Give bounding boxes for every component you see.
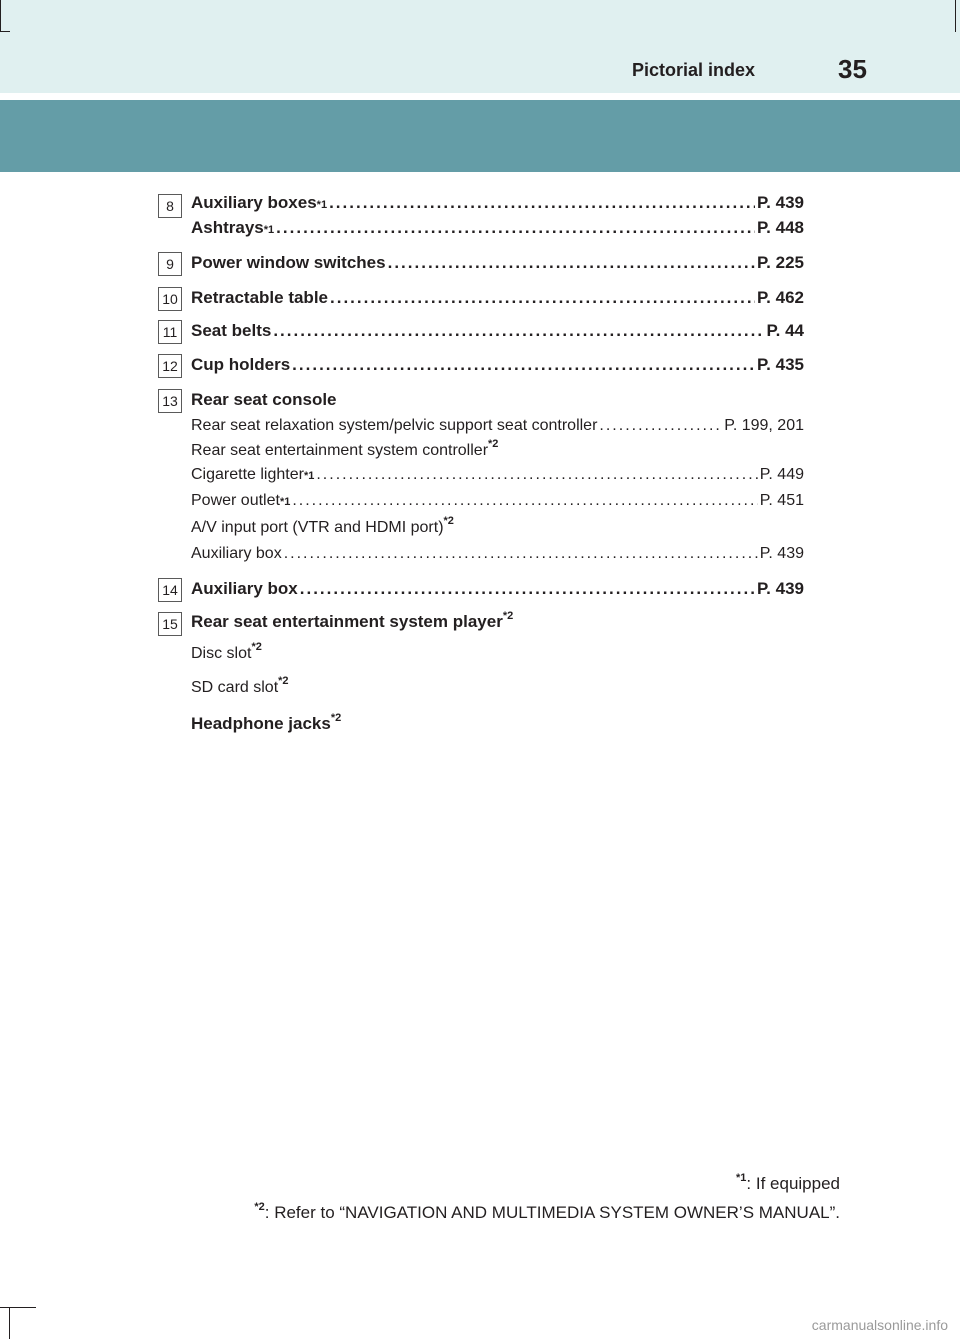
footnote [736, 1174, 840, 1194]
page-reference-link[interactable]: P. 448 [757, 218, 804, 237]
leader-dots [599, 417, 722, 435]
index-subentry [191, 515, 454, 537]
item-number-badge: 11 [158, 320, 182, 344]
index-subentry [191, 714, 341, 734]
index-subentry [191, 675, 289, 697]
entry-label: Seat belts [191, 321, 272, 340]
leader-dots [292, 355, 755, 375]
leader-dots [330, 288, 755, 308]
index-subentry [191, 417, 804, 435]
page-reference-link[interactable]: P. 449 [759, 466, 804, 483]
leader-dots [329, 193, 755, 213]
entry-label: Retractable table [191, 288, 328, 307]
footnote-marker: *2 [488, 438, 499, 450]
index-subentry [191, 438, 499, 460]
index-entry [191, 253, 804, 273]
item-number-badge: 9 [158, 252, 182, 276]
item-number-badge: 13 [158, 389, 182, 413]
header-band [0, 0, 960, 93]
leader-dots [292, 492, 757, 510]
footnote-text: : Refer to “NAVIGATION AND MULTIMEDIA SYSTEM OWNER’S MANUAL”. [264, 1203, 840, 1222]
footnote [254, 1203, 840, 1223]
footnote-marker: *2 [251, 641, 262, 653]
footnote-text: : If equipped [746, 1174, 840, 1193]
page-number: 35 [838, 54, 867, 84]
entry-heading [191, 612, 513, 632]
leader-dots [388, 253, 755, 273]
watermark: carmanualsonline.info [811, 1317, 948, 1333]
entry-label: Cup holders [191, 355, 291, 374]
entry-label: Auxiliary box [191, 579, 298, 598]
footnote-marker: *2 [443, 515, 454, 527]
crop-mark [0, 1307, 36, 1308]
index-subentry [191, 545, 804, 563]
page-reference-link[interactable]: P. 451 [759, 492, 804, 509]
item-number-badge: 15 [158, 612, 182, 636]
entry-heading: Rear seat console [191, 390, 337, 409]
entry-label: A/V input port (VTR and HDMI port) [191, 519, 444, 536]
index-entry [191, 355, 804, 375]
crop-mark [9, 1307, 10, 1339]
leader-dots [300, 579, 755, 599]
footnote-marker: *2 [278, 675, 289, 687]
footnote-marker: *2 [254, 1201, 265, 1213]
entry-label: Rear seat entertainment system player [191, 612, 503, 631]
entry-label: Ashtrays [191, 218, 264, 237]
index-entry [191, 321, 804, 341]
index-subentry [191, 641, 262, 663]
entry-label: Power outlet [191, 492, 280, 509]
crop-mark [0, 31, 10, 32]
page-reference-link[interactable]: P. 435 [757, 355, 804, 374]
header-color-bar [0, 100, 960, 172]
item-number-badge: 12 [158, 354, 182, 378]
index-entry [191, 288, 804, 308]
index-subentry: Power outlet *1 ..... P. 451 [191, 492, 804, 510]
entry-label: Power window switches [191, 253, 386, 272]
page-reference-link[interactable]: P. 44 [766, 321, 804, 340]
leader-dots [276, 218, 755, 238]
crop-mark [0, 0, 1, 32]
page-reference-link[interactable]: P. 199, 201 [724, 417, 804, 434]
footnote-marker: *2 [502, 610, 514, 622]
footnote-marker: *2 [330, 712, 342, 724]
entry-label: Cigarette lighter [191, 466, 304, 483]
item-number-badge: 8 [158, 194, 182, 218]
entry-label: Rear seat entertainment system controller [191, 442, 489, 459]
page-reference-link[interactable]: P. 439 [757, 193, 804, 212]
leader-dots [316, 466, 757, 484]
item-number-badge: 10 [158, 287, 182, 311]
item-number-badge: 14 [158, 578, 182, 602]
page-reference-link[interactable]: P. 439 [759, 545, 804, 562]
page-reference-link[interactable]: P. 439 [757, 579, 804, 598]
leader-dots [273, 321, 764, 341]
crop-mark [955, 0, 956, 32]
footnote-marker: *1 [736, 1172, 747, 1184]
entry-label: Auxiliary box [191, 545, 282, 562]
page-reference-link[interactable]: P. 462 [757, 288, 804, 307]
section-title: Pictorial index [632, 60, 756, 80]
entry-label: Headphone jacks [191, 714, 331, 733]
leader-dots [284, 545, 758, 563]
entry-label: Auxiliary boxes [191, 193, 317, 212]
entry-label: Rear seat relaxation system/pelvic support seat controller [191, 417, 598, 434]
entry-label: Disc slot [191, 645, 252, 662]
entry-label: SD card slot [191, 679, 279, 696]
index-entry [191, 579, 804, 599]
index-entry: Auxiliary boxes *1 ..... P. 439 [191, 193, 804, 213]
index-entry: Ashtrays *1 ..... P. 448 [191, 218, 804, 238]
page-reference-link[interactable]: P. 225 [757, 253, 804, 272]
index-subentry: Cigarette lighter *1 ..... P. 449 [191, 466, 804, 484]
